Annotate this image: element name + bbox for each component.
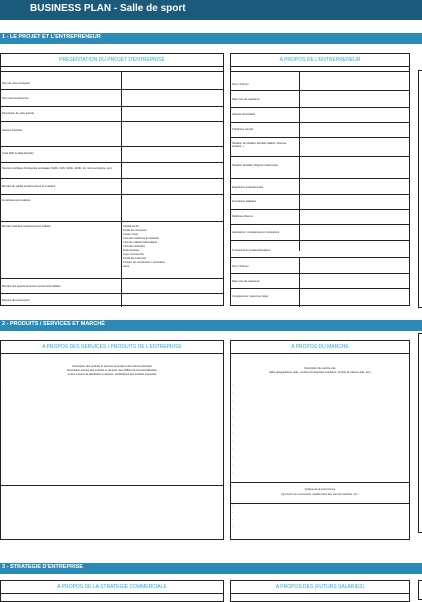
partner-row-label: Compétences / apport au projet [232, 295, 269, 298]
entrepreneur-row-label: Expérience professionnelle [232, 186, 264, 189]
project-row-label: Besoins de financement [2, 299, 30, 302]
project-row-label: Montant total des investissements réalisés [2, 225, 51, 228]
invest-item: Autre [123, 265, 130, 268]
commercial-strategy-heading: A PROPOS DE LA STRATEGIE COMMERCIALE [1, 581, 223, 594]
invest-item: Coût des véhicules [123, 245, 145, 248]
entrepreneur-row-label: Diplômes obtenus [232, 215, 253, 218]
market-intro: Description du marché visé [304, 367, 336, 370]
edge-column [418, 70, 422, 308]
market-heading: A PROPOS DU MARCHÉ [231, 341, 409, 354]
partner-label: Si l'associé du créateur/fondateur [232, 249, 271, 252]
services-heading: A PROPOS DES SERVICES / PRODUITS DE L'ENTREPRISE [1, 341, 223, 354]
section-title: 1 - LE PROJET ET L'ENTREPRENEUR [2, 34, 101, 40]
project-row-label: Structure juridique d'entreprise envisagée (SARL, SAS, SASU, EURL, EI, micro-entreprise, etc.) [2, 167, 113, 170]
entrepreneur-row-label: Situation de situation actuelle (salarié, chômeur, étudiant...) [232, 142, 288, 148]
project-row-label: Description de votre activité [2, 112, 34, 115]
invest-item: Coût du matériel informatique [123, 241, 158, 244]
entrepreneur-row-label: Téléphone / Email [232, 128, 253, 131]
project-row-label: Secteur d'Activité [2, 129, 22, 132]
project-row-label: Nom de votre entreprise [2, 82, 30, 85]
staff-heading: A PROPOS DES (FUTURS SALARIES) [231, 581, 409, 594]
invest-item: Frais annexes [123, 249, 140, 252]
entrepreneur-row-label: Aspirations / compétences et motivations [232, 231, 280, 234]
edge-column [418, 580, 422, 600]
section-header-strategy [0, 563, 422, 574]
invest-item: Fonds de commerce [123, 229, 147, 232]
project-row-label: Investissements réalisés [2, 199, 31, 202]
project-row-label: Code APE (si déjà identifié) [2, 152, 34, 155]
entrepreneur-heading: A PROPOS DE L'ENTREPRENEUR [231, 54, 409, 67]
project-heading: PRESENTATION DU PROJET D'ENTREPRISE [1, 54, 223, 67]
invest-item: Locaux / bail [123, 233, 138, 236]
section-title: 3 - STRATEGIE D'ENTREPRISE [2, 564, 83, 570]
partner-row-label: Date / lieu de naissance [232, 280, 260, 283]
services-box: A PROPOS DES SERVICES / PRODUITS DE L'ENTREPRISE Description des produits et services proposés à des clients potentiels Description précise des produits et services, des chiffres de commercialisation et des réseaux de distribution (marques, certifications des produits proposés) - - - - - - - - - - - - [0, 340, 224, 540]
staff-box [230, 580, 410, 602]
project-row-label: Montant du capital social à prévoir et à répartir [2, 185, 56, 188]
entrepreneur-row-label: Date / lieu de naissance [232, 98, 260, 101]
commercial-strategy-box [0, 580, 224, 602]
section-header-project [0, 33, 422, 44]
entrepreneur-row-label: Situation familiale / Régime matrimonial [232, 164, 278, 167]
invest-item: Fonds de roulement [123, 257, 147, 260]
project-row-label: Nom commercial prévu [2, 97, 29, 100]
competition-intro: (Qui sont vos concurrents, quelles parts leur sont de marchés, etc.) [281, 493, 359, 496]
services-intro: Description des produits et services proposés à des clients potentiels [72, 365, 152, 368]
section-title: 2 - PRODUITS / SERVICES ET MARCHÉ [2, 321, 105, 327]
partner-row-label: Nom / Prénom [232, 265, 249, 268]
market-box: A PROPOS DU MARCHÉ Description du marché visé (taille géographique visée, nombre d'entreprises similaires, nombre de clients visés, etc.) - - - - - - - - - - - - Analyse de la concurrence (Qui sont vos concurrents, quelles parts leur sont de marchés, etc.) - - - - [230, 340, 410, 540]
invest-item: Loyer commercial [123, 253, 144, 256]
competition-intro: Analyse de la concurrence [304, 488, 336, 491]
entrepreneur-row-label: Nom / Prénom [232, 83, 249, 86]
section-header-products [0, 320, 422, 331]
services-intro: Description précise des produits et services, des chiffres de commercialisation [67, 369, 157, 372]
title-bar [0, 0, 422, 20]
edge-column [418, 333, 422, 533]
invest-item: Capital social [123, 225, 139, 228]
market-intro: (taille géographique visée, nombre d'entreprises similaires, nombre de clients visés, etc.) [269, 371, 371, 374]
entrepreneur-row-label: Adresse domiciliaire [232, 113, 256, 116]
project-box [0, 53, 224, 306]
services-intro: et des réseaux de distribution (marques, certifications des produits proposés) [67, 373, 157, 376]
entrepreneur-row-label: Formations réalisées [232, 200, 257, 203]
invest-item: Travaux de construction / rénovation [123, 261, 165, 264]
entrepreneur-box [230, 53, 410, 306]
page-title: BUSINESS PLAN - Salle de sport [30, 3, 186, 14]
project-row-label: Montant des apports financiers personnels réalisés [2, 285, 61, 288]
invest-item: Coût des machines & matériels [123, 237, 159, 240]
